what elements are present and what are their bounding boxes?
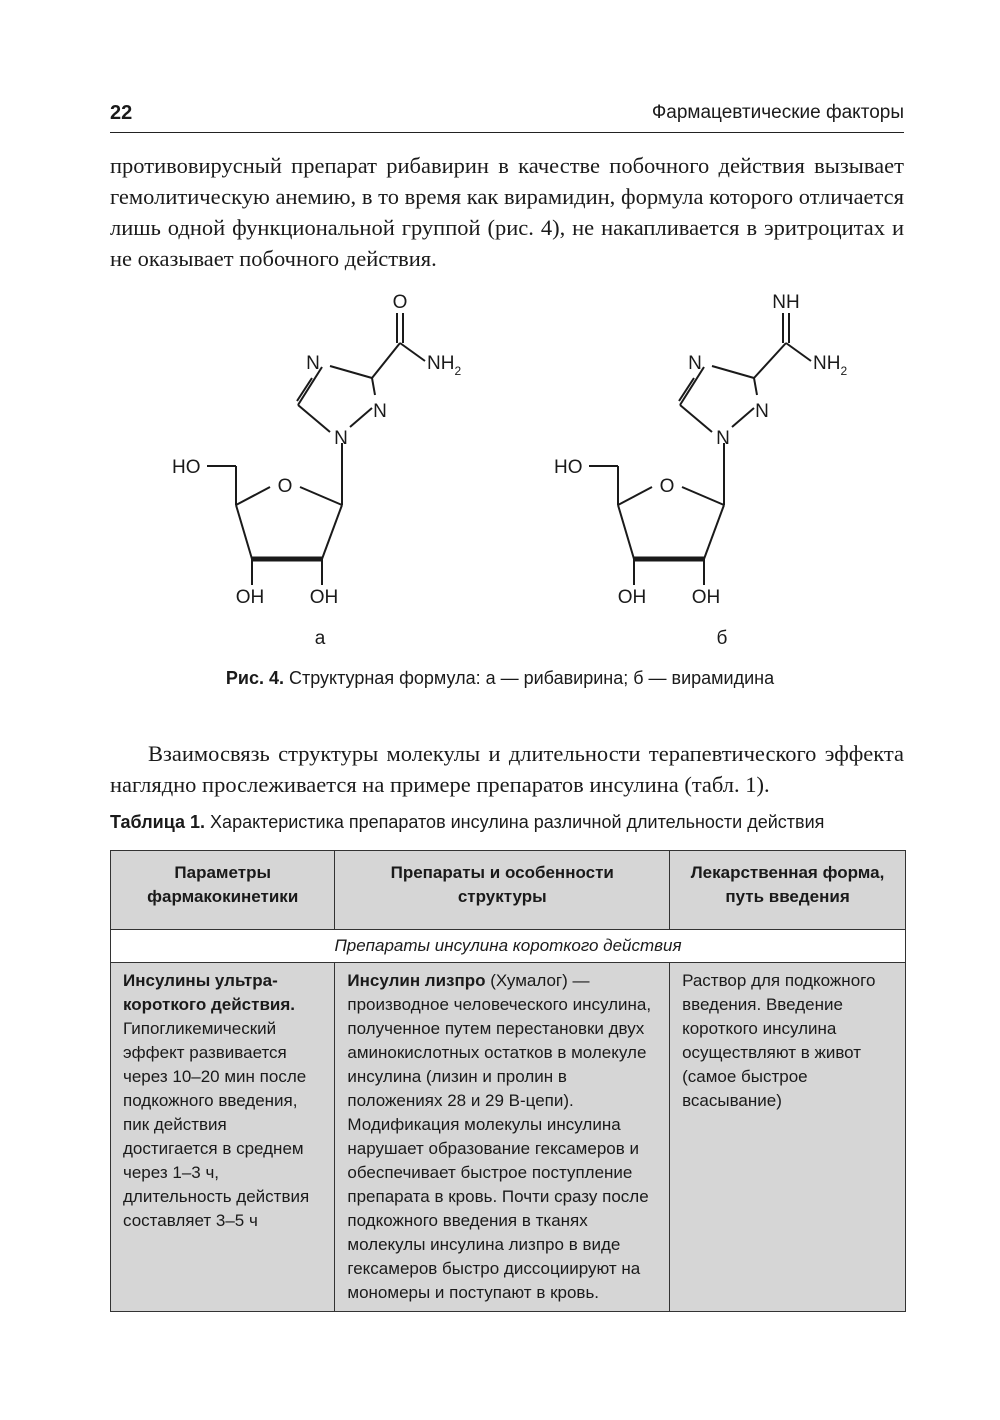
structure-a-o-top: O [392,292,408,313]
structure-b-oh-right: OH [691,587,721,608]
table-group-row [111,930,906,963]
structure-b-n-right: N [755,401,769,422]
table-caption-label: Таблица 1. [110,812,206,832]
cell-ultra-short-text: Гипогликемический эффект развивается через 10–20 мин после подкожного введения, пик действия достигается в среднем через 1–3 ч, длительность действия составляет 3–5 ч [123,1019,310,1230]
table-cell-dosage-form: Раствор для подкожного введения. Введение короткого инсулина осуществляют в живот (самое быстрое всасывание) [670,963,906,1312]
table-header-row [111,851,906,930]
figure-caption [0,668,1000,689]
cell-ultra-short-title: Инсулины ультра-короткого действия. [123,971,295,1014]
structure-b-label: б [716,628,728,649]
structure-a-label: а [314,628,326,649]
table-row [111,963,906,1312]
table-header-preparations: Препараты и особенности структуры [335,851,670,930]
page-number: 22 [110,102,133,124]
paragraph-ribavirin: противовирусный препарат рибавирин в качестве побочного действия вызывает гемолитическую анемию, в то время как вирамидин, формула которого отличается лишь одной функциональной группой (рис. 4), не накапливается в эритроцитах и не оказывает побочного действия. [110,153,904,271]
structure-a-n-bottom: N [334,428,348,449]
structure-a-n-right: N [373,401,387,422]
structure-a-oh-left: OH [235,587,265,608]
table-caption-text: Характеристика препаратов инсулина различной длительности действия [205,812,825,832]
cell-lispro-title: Инсулин лизпро [347,971,486,990]
table-header-dosage-form: Лекарственная форма, путь введения [670,851,906,930]
insulin-table [110,850,906,1312]
structure-b-nh-top: NH [772,292,800,313]
structure-b-n-bottom: N [716,428,730,449]
structure-a-oh-right: OH [309,587,339,608]
structure-a-n-left: N [306,353,320,374]
paragraph-insulin: Взаимосвязь структуры молекулы и длительности терапевтического эффекта наглядно прослеживается на примере препаратов инсулина (табл. 1). [110,741,904,797]
structure-b-ho: HO [554,457,583,478]
structure-b-n-left: N [688,353,702,374]
figure-caption-text: Структурная формула: а — рибавирина; б — вирамидина [283,668,775,688]
running-title: Фармацевтические факторы [651,102,904,123]
cell-lispro-text: (Хумалог) — производное человеческого инсулина, полученное путем перестановки двух аминокислотных остатков в молекуле инсулина (лизин и пролин в положениях 28 и 29 В-цепи). Модификация молекулы инсулина нарушает образование гексамеров и обеспечивает быстрое поступление препарата в кровь. Почти сразу после подкожного введения в тканях молекулы инсулина лизпро в виде гексамеров быстро диссоциируют на мономеры и поступают в кровь. [347,971,652,1302]
structure-a-o-ring: O [277,476,293,497]
table-group-title: Препараты инсулина короткого действия [111,930,906,963]
table-caption [110,812,824,833]
structure-b-oh-left: OH [617,587,647,608]
structure-b-nh2: $NH_2$ [813,353,848,378]
structure-a-ho: HO [172,457,201,478]
table-cell-pharmacokinetics [111,963,335,1312]
page-header [110,98,904,133]
figure-structural-formulas [0,280,1000,660]
table-cell-preparations [335,963,670,1312]
structure-a-nh2: $NH_2$ [427,353,462,378]
structure-b-o-ring: O [659,476,675,497]
table-header-pharmacokinetics: Параметры фармакокинетики [111,851,335,930]
figure-caption-label: Рис. 4. [225,668,284,688]
